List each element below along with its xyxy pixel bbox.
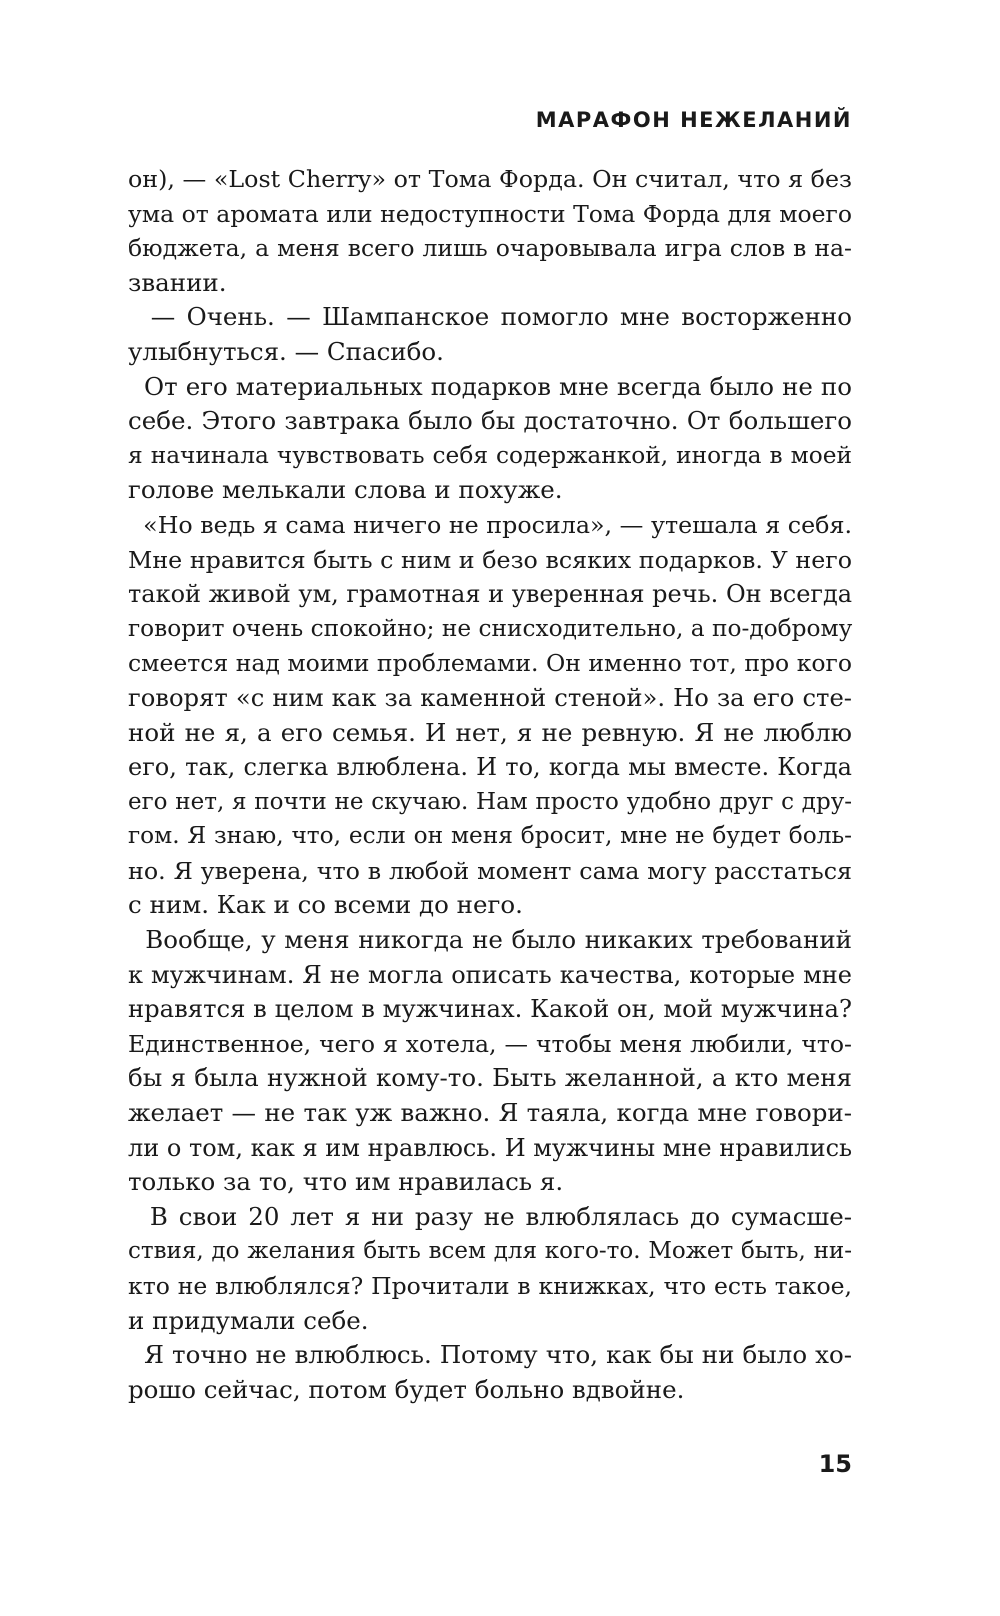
text-line: ной не я, а его семья. И нет, я не ревную. Я не люблю (128, 717, 852, 747)
text-line: — Очень. — Шампанское помогло мне восторженно (128, 302, 852, 332)
text-line: я начинала чувствовать себя содержанкой, иногда в моей (128, 441, 852, 469)
text-line: кто не влюблялся? Прочитали в книжках, что есть такое, (128, 1272, 852, 1300)
paragraph (128, 1200, 852, 1338)
text-line: В свои 20 лет я ни разу не влюблялась до сумасше- (128, 1201, 852, 1231)
text-line: звании. (128, 267, 227, 297)
text-line: Вообще, у меня никогда не было никаких требований (128, 925, 852, 955)
text-line: улыбнуться. — Спасибо. (128, 336, 444, 366)
text-line: бы я была нужной кому-то. Быть желанной, а кто меня (128, 1063, 852, 1093)
text-line: Мне нравится быть с ним и безо всяких подарков. У него (128, 545, 852, 574)
text-line: Я точно не влюблюсь. Потому что, как бы ни было хо- (128, 1340, 852, 1370)
text-line: «Но ведь я сама ничего не просила», — утешала я себя. (128, 510, 852, 539)
text-line: но. Я уверена, что в любой момент сама могу расстаться (128, 856, 852, 885)
text-line: такой живой ум, грамотная и уверенная речь. Он всегда (128, 580, 853, 609)
text-line: к мужчинам. Я не могла описать качества, которые мне (128, 960, 852, 989)
text-line: с ним. Как и со всеми до него. (128, 890, 523, 920)
paragraph (128, 370, 852, 508)
text-line: его, так, слегка влюблена. И то, когда мы вместе. Когда (128, 753, 852, 782)
paragraph (128, 162, 852, 300)
text-line: он), — «Lost Cherry» от Тома Форда. Он считал, что я без (128, 165, 852, 193)
text-line: только за то, что им нравилась я. (128, 1167, 564, 1197)
text-line: ствия, до желания быть всем для кого-то. Может быть, ни- (128, 1238, 852, 1265)
text-line: гом. Я знаю, что, если он меня бросит, мне не будет боль- (128, 822, 852, 850)
text-line: ума от аромата или недоступности Тома Форда для моего (128, 199, 852, 228)
body-text (128, 162, 852, 1407)
text-line: себе. Этого завтрака было бы достаточно. От большего (128, 406, 852, 436)
text-line: говорит очень спокойно; не снисходительно, а по-доброму (128, 614, 853, 642)
text-line: ли о том, как я им нравлюсь. И мужчины мне нравились (128, 1133, 853, 1162)
paragraph (128, 1338, 852, 1407)
text-line: бюджета, а меня всего лишь очаровывала игра слов в на- (128, 234, 852, 263)
text-line: нравятся в целом в мужчинах. Какой он, мой мужчина? (128, 994, 852, 1024)
paragraph (128, 923, 852, 1200)
text-line: голове мелькали слова и похуже. (128, 475, 563, 505)
text-line: смеется над моими проблемами. Он именно тот, про кого (128, 649, 852, 678)
running-title: МАРАФОН НЕЖЕЛАНИЙ (535, 108, 852, 132)
text-line: рошо сейчас, потом будет больно вдвойне. (128, 1374, 685, 1404)
page-number: 15 (818, 1450, 852, 1478)
text-line: Единственное, чего я хотела, — чтобы меня любили, что- (128, 1029, 852, 1058)
text-line: говорят «с ним как за каменной стеной». Но за его сте- (128, 682, 852, 712)
text-line: От его материальных подарков мне всегда было не по (128, 371, 852, 401)
text-line: и придумали себе. (128, 1305, 369, 1335)
text-line: желает — не так уж важно. Я таяла, когда мне говори- (128, 1098, 852, 1128)
paragraph (128, 300, 852, 369)
text-line: его нет, я почти не скучаю. Нам просто удобно друг с дру- (128, 788, 852, 815)
paragraph (128, 508, 852, 923)
